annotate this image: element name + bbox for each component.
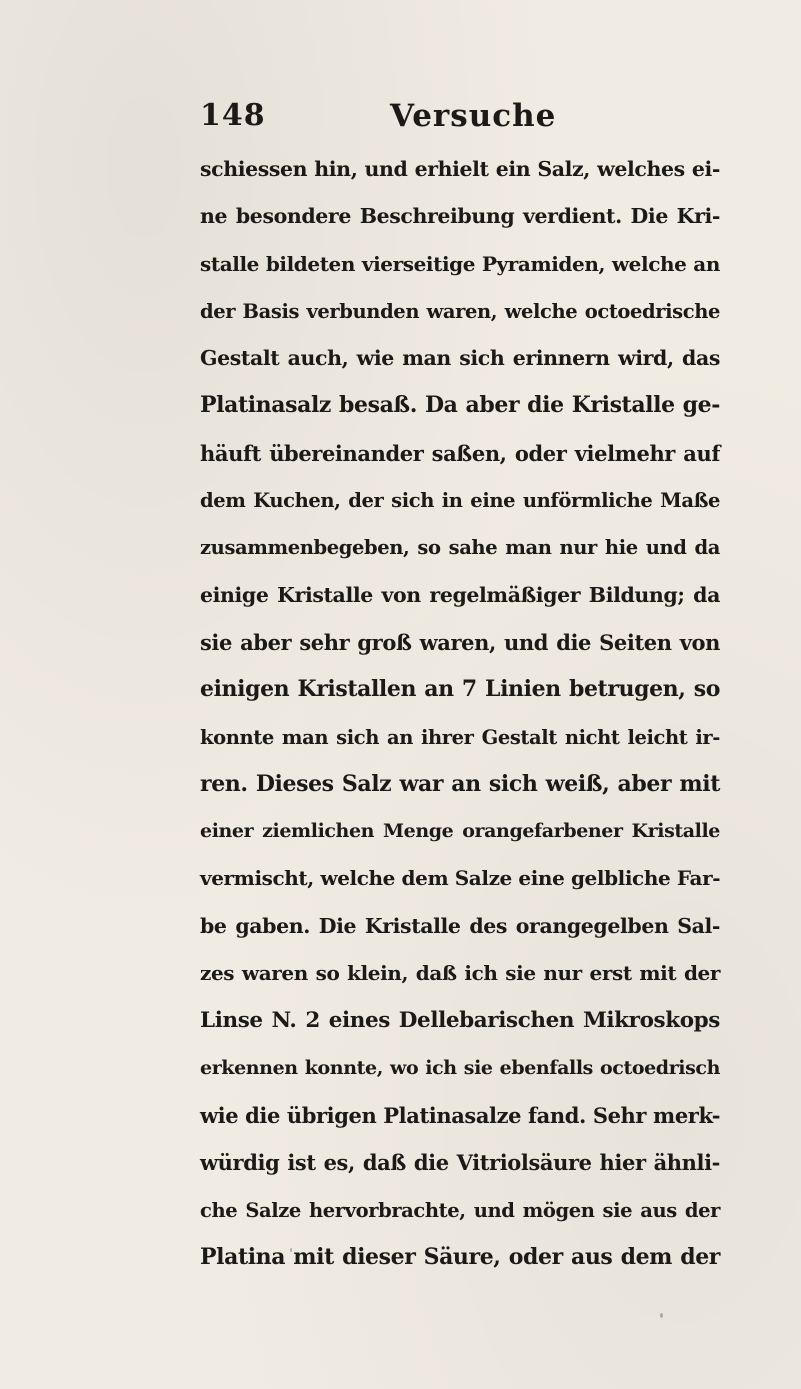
- text-line: dem Kuchen, der sich in eine unförmliche Maße: [200, 489, 720, 513]
- paper-speck: [386, 1252, 388, 1255]
- text-line: Linse N. 2 eines Dellebarischen Mikroskops: [200, 1008, 720, 1034]
- text-line: konnte man sich an ihrer Gestalt nicht leicht ir-: [200, 725, 720, 749]
- text-line: vermischt, welche dem Salze eine gelbliche Far-: [200, 866, 721, 891]
- text-line: häuft übereinander saßen, oder vielmehr auf: [200, 440, 720, 466]
- page-header: [200, 98, 720, 148]
- text-line: wie die übrigen Platinasalze fand. Sehr merk-: [200, 1102, 721, 1128]
- text-line: zusammenbegeben, so sahe man nur hie und da: [200, 536, 720, 560]
- page-number: 148: [200, 98, 266, 133]
- text-line: stalle bildeten vierseitige Pyramiden, welche an: [200, 251, 720, 276]
- text-line: der Basis verbunden waren, welche octoedrische: [200, 299, 720, 323]
- text-line: einige Kristalle von regelmäßiger Bildung; da: [200, 582, 720, 607]
- text-line: che Salze hervorbrachte, und mögen sie aus der: [200, 1198, 720, 1222]
- text-line: be gaben. Die Kristalle des orangegelben Sal-: [200, 913, 720, 938]
- text-line: zes waren so klein, daß ich sie nur erst mit der: [200, 961, 720, 986]
- text-line: einer ziemlichen Menge orangefarbener Kristalle: [200, 820, 720, 843]
- text-line: würdig ist es, daß die Vitriolsäure hier ähnli-: [200, 1150, 720, 1176]
- paper-speck: [660, 1313, 663, 1318]
- text-line: Platina mit dieser Säure, oder aus dem der: [200, 1243, 720, 1270]
- text-line: ren. Dieses Salz war an sich weiß, aber mit: [200, 770, 720, 797]
- text-line: einigen Kristallen an 7 Linien betrugen, so: [200, 676, 720, 703]
- text-line: ne besondere Beschreibung verdient. Die Kri-: [200, 204, 720, 229]
- text-line: erkennen konnte, wo ich sie ebenfalls octoedrisch: [200, 1056, 720, 1079]
- text-line: Gestalt auch, wie man sich erinnern wird, das: [200, 346, 720, 371]
- text-line: Platinasalz besaß. Da aber die Kristalle ge-: [200, 392, 720, 419]
- running-head: Versuche: [390, 98, 557, 134]
- text-line: schiessen hin, und erhielt ein Salz, welches ei-: [200, 157, 720, 181]
- text-line: sie aber sehr groß waren, und die Seiten von: [200, 629, 720, 655]
- paper-speck: [290, 1248, 292, 1252]
- body-text: [200, 146, 720, 1281]
